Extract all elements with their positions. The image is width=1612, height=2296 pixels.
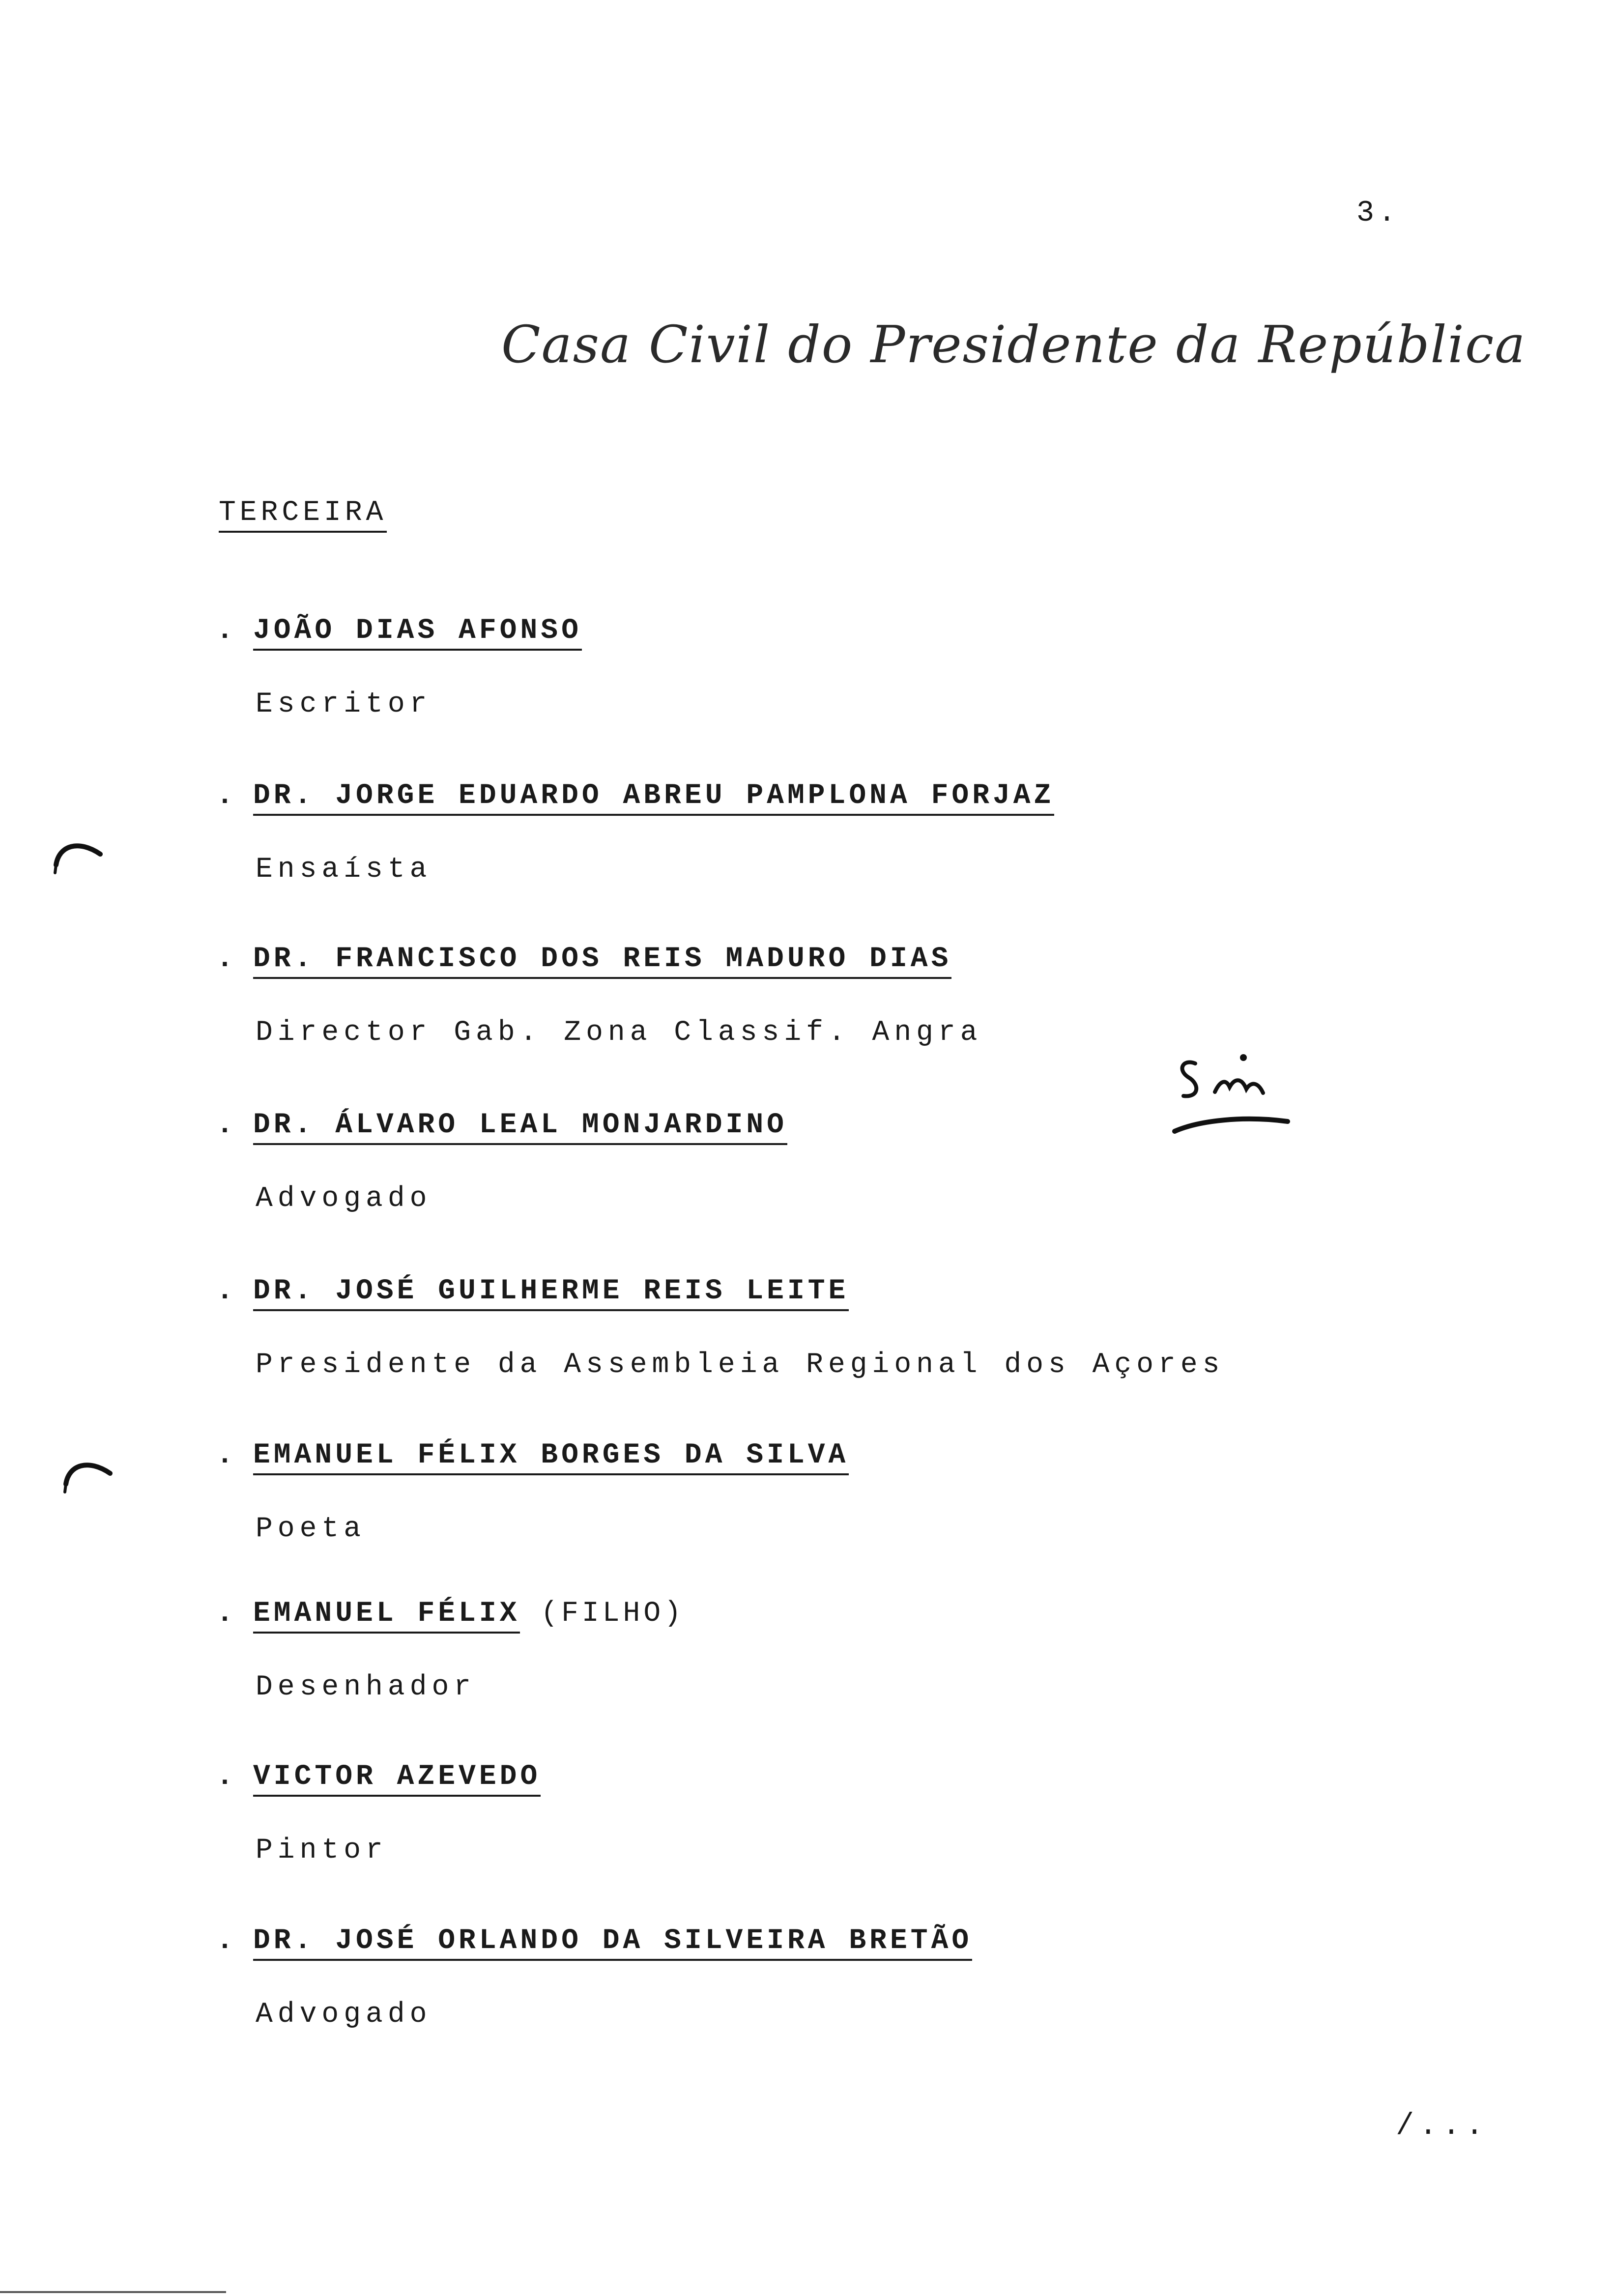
entry-name: DR. ÁLVARO LEAL MONJARDINO bbox=[253, 1110, 787, 1145]
entry-role: Pintor bbox=[256, 1834, 388, 1866]
list-item bbox=[216, 780, 1396, 886]
bullet: . bbox=[216, 615, 237, 647]
bullet: . bbox=[216, 1925, 237, 1957]
bracket-mark-icon bbox=[49, 831, 108, 875]
handwritten-annotation-icon bbox=[1170, 1047, 1293, 1140]
bullet: . bbox=[216, 1439, 237, 1471]
letterhead: Casa Civil do Presidente da República bbox=[501, 315, 1526, 374]
list-item bbox=[216, 944, 1396, 1049]
section-heading: TERCEIRA bbox=[219, 497, 387, 533]
bottom-rule bbox=[0, 2291, 226, 2293]
entry-role: Ensaísta bbox=[256, 853, 432, 886]
list-item bbox=[216, 1276, 1396, 1381]
entry-name: DR. FRANCISCO DOS REIS MADURO DIAS bbox=[253, 944, 951, 979]
bracket-mark-icon bbox=[59, 1450, 118, 1494]
page-number: 3. bbox=[1356, 197, 1400, 230]
bullet: . bbox=[216, 780, 237, 812]
bullet: . bbox=[216, 943, 237, 975]
entry-role: Desenhador bbox=[256, 1671, 476, 1703]
entry-name: DR. JOSÉ ORLANDO DA SILVEIRA BRETÃO bbox=[253, 1925, 972, 1961]
list-item bbox=[216, 615, 1396, 720]
entry-role: Advogado bbox=[256, 1998, 432, 2031]
entry-name-suffix: (FILHO) bbox=[541, 1598, 685, 1630]
entry-name: JOÃO DIAS AFONSO bbox=[253, 615, 582, 651]
continuation-marker: /... bbox=[1396, 2108, 1489, 2143]
entry-role: Poeta bbox=[256, 1513, 366, 1545]
list-item bbox=[216, 1440, 1396, 1545]
entry-name: EMANUEL FÉLIX BORGES DA SILVA bbox=[253, 1440, 849, 1475]
entry-name: DR. JORGE EDUARDO ABREU PAMPLONA FORJAZ bbox=[253, 780, 1054, 816]
bullet: . bbox=[216, 1598, 237, 1630]
entry-role: Director Gab. Zona Classif. Angra bbox=[256, 1016, 982, 1049]
bullet: . bbox=[216, 1275, 237, 1307]
list-item bbox=[216, 1598, 1396, 1703]
entry-role: Advogado bbox=[256, 1182, 432, 1215]
entry-role: Escritor bbox=[256, 688, 432, 720]
list-item bbox=[216, 1761, 1396, 1866]
entry-name: VICTOR AZEVEDO bbox=[253, 1761, 541, 1797]
bullet: . bbox=[216, 1109, 237, 1141]
entry-name: DR. JOSÉ GUILHERME REIS LEITE bbox=[253, 1276, 849, 1311]
bullet: . bbox=[216, 1761, 237, 1793]
list-item bbox=[216, 1925, 1396, 2031]
entry-name: EMANUEL FÉLIX bbox=[253, 1598, 520, 1634]
entry-role: Presidente da Assembleia Regional dos Açores bbox=[256, 1349, 1225, 1381]
